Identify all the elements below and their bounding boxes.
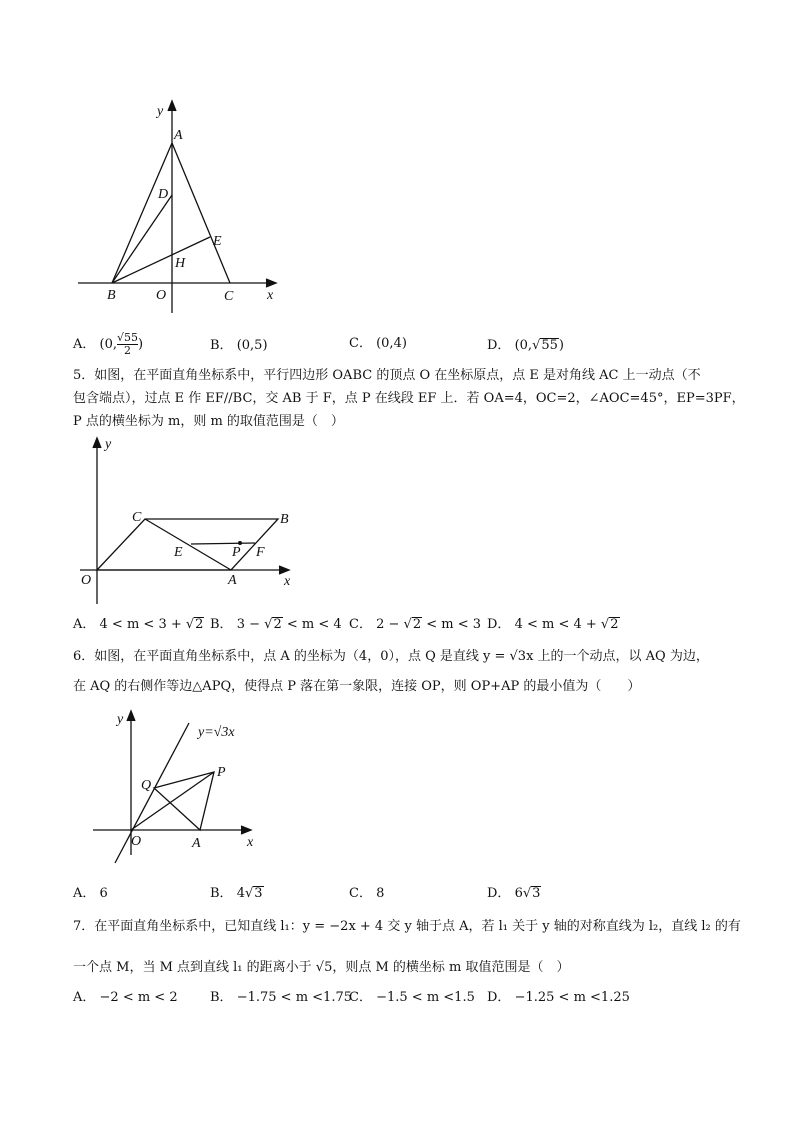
q5-y-arrow (93, 438, 101, 448)
q4-x-arrow (266, 279, 276, 287)
q4-label-d: D (158, 187, 169, 202)
q5-diagonal-ac (145, 519, 231, 570)
q5-label-y: y (105, 437, 112, 452)
q4-label-a: A (174, 128, 183, 143)
q7-option-c[interactable]: C． −1.5 < m <1.5 (349, 990, 475, 1005)
q5-label-f: F (256, 545, 265, 560)
q4-label-x: x (267, 288, 274, 303)
q7-option-a[interactable]: A． −2 < m < 2 (73, 990, 178, 1005)
q6-option-a[interactable]: A． 6 (73, 886, 108, 901)
q5-option-b[interactable]: B． 3 − √2 < m < 4 (210, 617, 342, 632)
q7-text-line-1: 7．在平面直角坐标系中，已知直线 l₁：y = −2x + 4 交 y 轴于点 A，若 l₁ 关于 y 轴的对称直线为 l₂，直线 l₂ 的有 (73, 919, 741, 934)
q6-x-arrow (241, 826, 251, 834)
q4-label-c: C (224, 289, 234, 304)
q5-segment-ef (191, 543, 255, 544)
q4-label-o: O (156, 288, 167, 303)
q6-label-y: y (117, 712, 124, 727)
q5-text-line-1: 5．如图，在平面直角坐标系中，平行四边形 OABC 的顶点 O 在坐标原点，点 E 是对角线 AC 上一动点（不 (73, 368, 701, 383)
q6-label-p: P (217, 765, 226, 780)
q5-label-o: O (81, 573, 92, 588)
q6-option-d[interactable]: D． 6√3 (487, 886, 541, 901)
q4-segment-be (112, 237, 210, 283)
q5-option-a[interactable]: A． 4 < m < 3 + √2 (73, 617, 204, 632)
q6-triangle-apq (154, 772, 214, 830)
q6-option-b[interactable]: B． 4√3 (210, 886, 263, 901)
q4-option-a[interactable]: A． (0, $\frac{√55}{2}$ ) (73, 331, 144, 357)
q4-side-ab (112, 143, 172, 283)
q6-line-y-sqrt3x (115, 723, 189, 863)
q4-option-c[interactable]: C． (0,4) (349, 336, 407, 351)
q6-label-line: y=√3x (198, 725, 235, 740)
q6-figure (85, 705, 265, 870)
q4-segment-bd (112, 195, 172, 283)
q6-option-c[interactable]: C． 8 (349, 886, 385, 901)
q4-option-d[interactable]: D． (0,√55) (487, 338, 564, 353)
q6-text-line-1: 6．如图，在平面直角坐标系中，点 A 的坐标为（4，0），点 Q 是直线 y = √3x 上的一个动点，以 AQ 为边， (73, 649, 709, 664)
q4-label-h: H (175, 256, 186, 271)
q5-label-x: x (284, 574, 291, 589)
q4-label-y: y (157, 104, 164, 119)
q5-label-c: C (132, 510, 142, 525)
q6-label-a: A (192, 836, 201, 851)
q5-figure (70, 432, 300, 612)
q5-text-line-2: 包含端点），过点 E 作 EF//BC，交 AB 于 F，点 P 在线段 EF 上．若 OA=4，OC=2，∠AOC=45°，EP=3PF， (73, 391, 745, 406)
q6-y-arrow (127, 711, 135, 721)
q4-option-b[interactable]: B． (0,5) (210, 338, 268, 353)
q5-x-arrow (279, 566, 289, 574)
q4-figure (70, 95, 285, 320)
q7-option-b[interactable]: B． −1.75 < m <1.75 (210, 990, 352, 1005)
q7-option-d[interactable]: D． −1.25 < m <1.25 (487, 990, 630, 1005)
q6-label-q: Q (141, 778, 152, 793)
q6-text-line-2: 在 AQ 的右侧作等边△APQ，使得点 P 落在第一象限，连接 OP，则 OP+AP 的最小值为（ ） (73, 679, 641, 694)
q5-option-d[interactable]: D． 4 < m < 4 + √2 (487, 617, 619, 632)
q5-label-e: E (174, 545, 183, 560)
q7-text-line-2: 一个点 M，当 M 点到直线 l₁ 的距离小于 √5，则点 M 的横坐标 m 取值范围是（ ） (73, 960, 570, 975)
q5-text-line-3: P 点的横坐标为 m，则 m 的取值范围是（ ） (73, 414, 344, 429)
q5-label-b: B (280, 512, 289, 527)
q5-label-a: A (228, 573, 237, 588)
q6-label-x: x (247, 835, 254, 850)
q5-label-p: P (232, 545, 241, 560)
q4-label-b: B (107, 288, 116, 303)
q5-option-c[interactable]: C． 2 − √2 < m < 3 (349, 617, 482, 632)
q4-y-arrow (168, 101, 176, 111)
q4-label-e: E (213, 234, 222, 249)
q6-label-o: O (131, 834, 142, 849)
